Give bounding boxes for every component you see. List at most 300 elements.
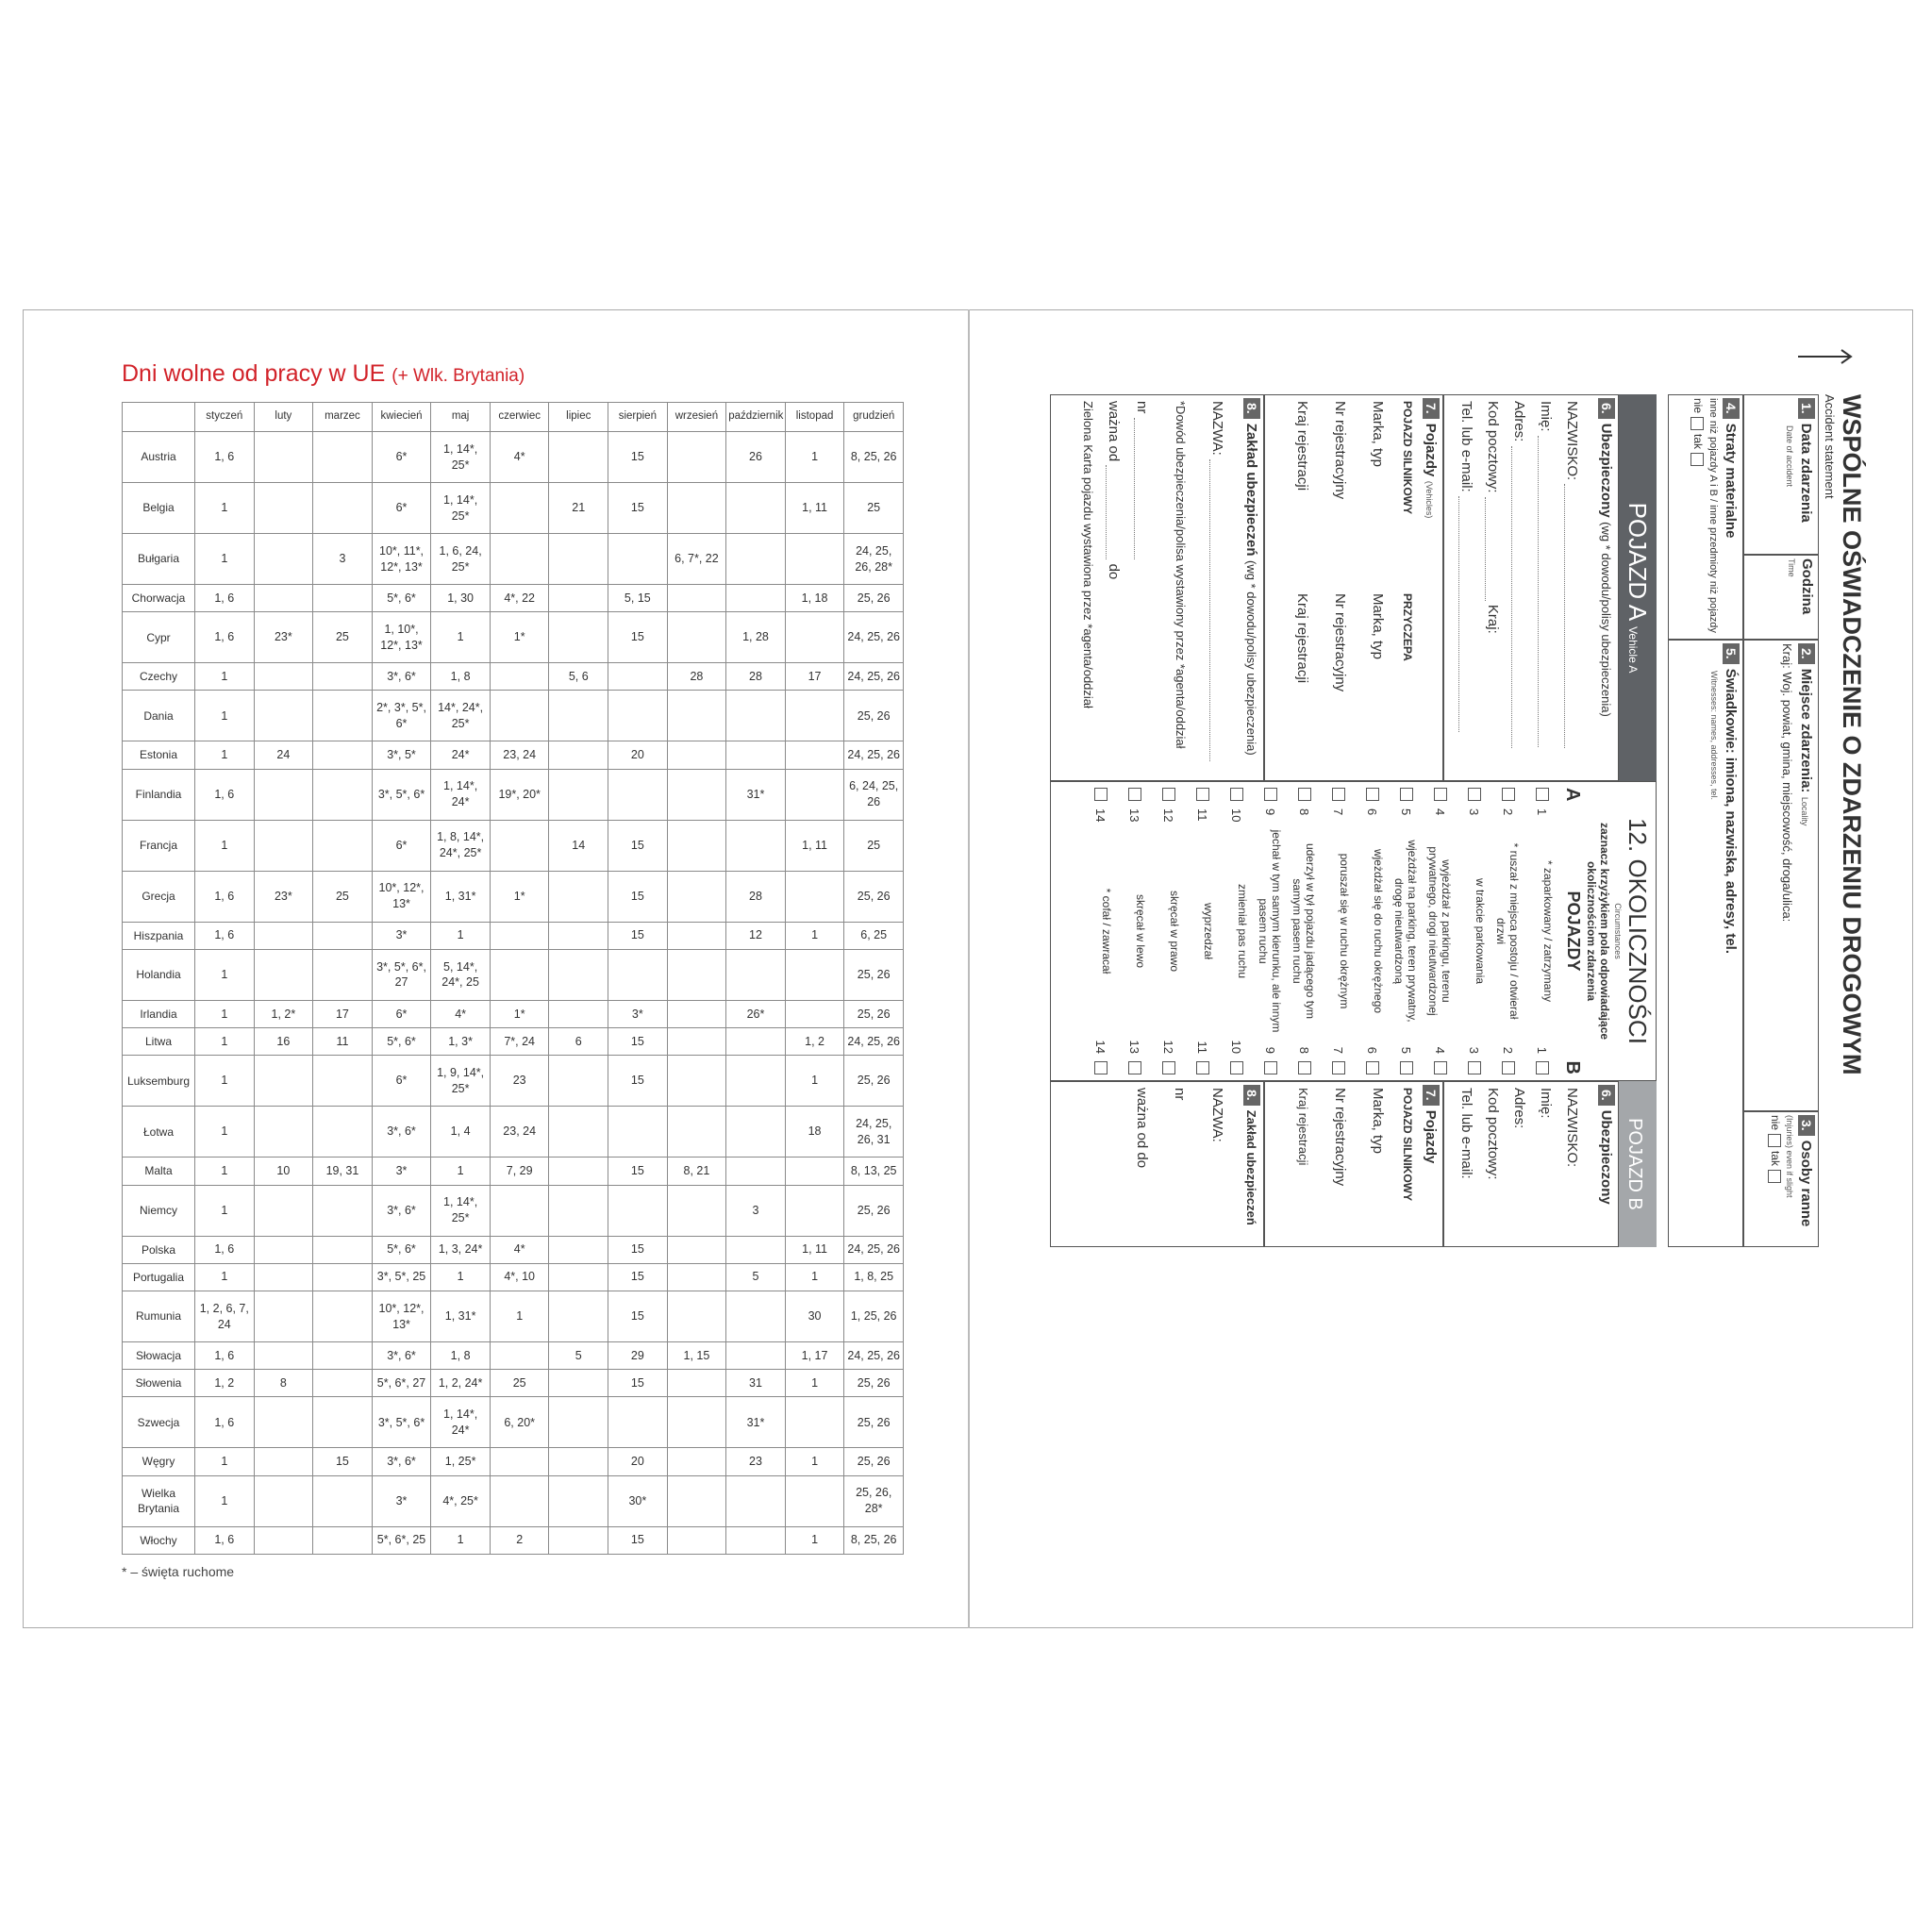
holiday-cell [254,1236,313,1263]
holiday-cell: 3*, 6* [372,1107,431,1158]
holiday-cell: 4*, 22 [490,585,549,612]
holiday-cell: 1, 28 [726,612,786,663]
column-header: listopad [785,403,844,432]
circumstance-a-checkbox[interactable] [1264,788,1277,801]
holiday-cell: 2 [490,1526,549,1554]
holiday-cell [667,1370,726,1397]
circumstance-number-b: 5 [1399,1046,1413,1054]
holiday-cell: 8, 21 [667,1158,726,1185]
holiday-cell [490,820,549,871]
holiday-cell [313,769,373,820]
holiday-cell [726,1291,786,1342]
holiday-cell: 3*, 6* [372,663,431,691]
field-8-insurer-b [1050,1081,1264,1247]
circumstance-row [1523,782,1557,1080]
circumstance-text: skręcał w prawo [1168,890,1181,973]
column-header: wrzesień [667,403,726,432]
holiday-cell: 1, 6 [195,612,255,663]
name-input[interactable] [1538,436,1539,747]
circumstance-number-b: 3 [1467,1046,1481,1054]
column-header: sierpień [608,403,668,432]
holiday-cell [608,663,668,691]
holiday-cell [726,585,786,612]
holiday-cell: 17 [785,663,844,691]
damage-no-checkbox[interactable] [1690,417,1704,430]
holiday-cell: 1, 8, 14*, 24*, 25* [431,820,491,871]
valid-from-input[interactable] [1106,465,1107,559]
circumstance-b-checkbox[interactable] [1298,1061,1311,1074]
holiday-cell [785,612,844,663]
country-reg-label: Kraj rejestracji [1294,401,1310,491]
holiday-cell: 24, 25, 26 [844,1236,904,1263]
circumstance-b-checkbox[interactable] [1502,1061,1515,1074]
holiday-cell [726,1056,786,1107]
holiday-cell: 4* [490,432,549,483]
holiday-cell [667,1291,726,1342]
table-row [123,1526,904,1554]
table-row [123,1397,904,1448]
surname-label: NAZWISKO: [1564,401,1580,481]
circumstance-b-checkbox[interactable] [1400,1061,1413,1074]
page-fold [968,309,970,1628]
circumstance-number-a: 11 [1195,808,1209,822]
circumstance-text: skręcał w lewo [1134,893,1147,969]
holiday-cell: 5*, 6*, 27 [372,1370,431,1397]
holiday-cell [313,1056,373,1107]
circumstance-row [1183,782,1217,1080]
holiday-cell: 15 [608,1263,668,1291]
holiday-cell: 15 [608,612,668,663]
holiday-cell [549,1000,608,1027]
table-row [123,585,904,612]
holiday-cell [549,949,608,1000]
vehicle-b-label: POJAZD B [1624,1118,1645,1210]
holiday-cell: 1, 14*, 25* [431,483,491,534]
field-2-num: 2. [1798,643,1815,664]
header-corner [123,403,195,432]
holiday-cell [667,769,726,820]
holiday-cell: 2*, 3*, 5*, 6* [372,691,431,741]
holiday-cell [667,1236,726,1263]
holiday-cell: 18 [785,1107,844,1158]
circumstance-number-b: 9 [1263,1046,1277,1054]
holiday-cell [549,1448,608,1475]
holiday-cell: 15 [608,432,668,483]
holiday-cell: 24* [431,741,491,769]
circumstance-row [1421,782,1455,1080]
circumstance-a-checkbox[interactable] [1128,788,1141,801]
holiday-cell: 30* [608,1475,668,1526]
holiday-cell: 1, 17 [785,1342,844,1370]
injuries-no-checkbox[interactable] [1768,1134,1781,1147]
holiday-cell: 1 [431,612,491,663]
country-cell: Hiszpania [123,922,195,949]
holiday-cell: 24 [254,741,313,769]
circumstance-number-b: 4 [1433,1046,1447,1054]
circumstance-b-checkbox[interactable] [1332,1061,1345,1074]
holiday-cell: 6* [372,820,431,871]
field-8b-label: Zakład ubezpieczeń [1244,1109,1258,1225]
holiday-cell [667,922,726,949]
circumstance-b-checkbox[interactable] [1536,1061,1549,1074]
holiday-cell: 25, 26 [844,585,904,612]
holiday-cell [549,769,608,820]
circumstance-row [1387,782,1421,1080]
holiday-cell: 1 [195,1158,255,1185]
holiday-cell: 1 [195,1056,255,1107]
circumstance-number-a: 1 [1535,808,1549,816]
circumstance-b-checkbox[interactable] [1162,1061,1175,1074]
field-3-num: 3. [1798,1115,1815,1136]
holiday-cell [254,1397,313,1448]
holiday-cell: 1, 6 [195,769,255,820]
table-row [123,483,904,534]
holiday-cell: 1 [785,1056,844,1107]
address-b-label: Adres: [1511,1088,1527,1129]
holiday-cell: 20 [608,741,668,769]
holiday-cell: 1 [785,1526,844,1554]
trailer-label: PRZYCZEPA [1401,593,1414,661]
holiday-cell: 24, 25, 26 [844,612,904,663]
holiday-cell [608,534,668,585]
insurer-b-name-label: NAZWA: [1209,1088,1225,1142]
holiday-cell: 15 [608,1236,668,1263]
damage-yes-checkbox[interactable] [1690,453,1704,466]
circumstance-a-checkbox[interactable] [1332,788,1345,801]
circumstance-a-checkbox[interactable] [1400,788,1413,801]
holiday-cell: 1, 6 [195,1236,255,1263]
holiday-cell: 4*, 10 [490,1263,549,1291]
circumstance-number-a: 14 [1093,808,1108,823]
circumstance-number-a: 6 [1365,808,1379,816]
holiday-cell [667,871,726,922]
field-5-witnesses [1668,640,1743,1247]
holiday-cell [254,1475,313,1526]
field-6-insured-a [1443,394,1619,781]
holiday-cell: 1, 2* [254,1000,313,1027]
circumstance-a-checkbox[interactable] [1196,788,1209,801]
column-header: lipiec [549,403,608,432]
valid-from-label: ważna od [1106,401,1122,462]
field-7-label: Pojazdy [1423,423,1439,477]
holiday-cell: 23, 24 [490,741,549,769]
holiday-cell [608,1107,668,1158]
holiday-cell [667,1475,726,1526]
holiday-cell: 15 [608,1028,668,1056]
holiday-cell: 31* [726,1397,786,1448]
holiday-cell [608,1397,668,1448]
holiday-cell [667,1000,726,1027]
holiday-cell [667,691,726,741]
holiday-cell: 3*, 5*, 25 [372,1263,431,1291]
policy-number-input[interactable] [1134,418,1135,559]
holiday-cell: 1, 2, 6, 7, 24 [195,1291,255,1342]
holiday-cell [313,1185,373,1236]
country-cell: Polska [123,1236,195,1263]
field-1-en: Date of accident [1785,425,1794,488]
arrow-right-icon [1798,348,1855,365]
column-header: grudzień [844,403,904,432]
holiday-cell [313,1526,373,1554]
table-row [123,1107,904,1158]
circumstance-number-b: 6 [1365,1046,1379,1054]
holiday-cell: 1, 8 [431,663,491,691]
circumstance-number-b: 12 [1161,1040,1175,1054]
field-12-instruction: zaznacz krzyżykiem pola odpowiadające okolicznościom zdarzenia [1585,822,1611,1041]
circumstance-number-a: 5 [1399,808,1413,816]
holiday-cell [726,741,786,769]
circumstance-b-checkbox[interactable] [1196,1061,1209,1074]
field-12-num: 12. [1624,818,1652,853]
holiday-cell [549,691,608,741]
holiday-cell: 10*, 12*, 13* [372,1291,431,1342]
tel-b-label: Tel. lub e-mail: [1458,1088,1474,1179]
holiday-cell: 1, 31* [431,871,491,922]
holiday-cell: 1, 2, 24* [431,1370,491,1397]
holiday-cell [785,1000,844,1027]
circumstance-number-a: 8 [1297,808,1311,816]
holiday-cell [254,585,313,612]
circumstance-a-checkbox[interactable] [1094,788,1108,801]
holiday-cell [667,1056,726,1107]
country-cell: Austria [123,432,195,483]
country-cell: Bułgaria [123,534,195,585]
country-cell: Czechy [123,663,195,691]
holiday-cell [313,820,373,871]
circumstance-row [1217,782,1251,1080]
holiday-cell: 6, 24, 25, 26 [844,769,904,820]
holiday-cell: 1, 14*, 24* [431,769,491,820]
country-cell: Holandia [123,949,195,1000]
holiday-cell: 1, 6 [195,1526,255,1554]
holiday-cell: 8 [254,1370,313,1397]
field-12-circumstances [1050,781,1657,1081]
circumstance-number-b: 1 [1535,1046,1549,1054]
holiday-cell [490,534,549,585]
circumstance-row [1319,782,1353,1080]
make-b-label: Marka, typ [1370,1088,1386,1155]
circumstance-b-checkbox[interactable] [1230,1061,1243,1074]
holiday-cell: 25, 26 [844,1056,904,1107]
circumstance-a-checkbox[interactable] [1366,788,1379,801]
holiday-cell [726,1028,786,1056]
holiday-cell: 3* [372,1475,431,1526]
country-cell: Estonia [123,741,195,769]
holiday-cell: 24, 25, 26 [844,1342,904,1370]
holiday-cell: 23 [726,1448,786,1475]
circumstance-number-a: 7 [1331,808,1345,816]
circumstance-a-checkbox[interactable] [1502,788,1515,801]
holiday-cell [549,432,608,483]
country-cell: Portugalia [123,1263,195,1291]
holiday-cell [313,483,373,534]
holiday-cell: 7, 29 [490,1158,549,1185]
holiday-cell: 12 [726,922,786,949]
circumstance-number-b: 11 [1195,1041,1209,1054]
postal-label: Kod pocztowy: [1485,401,1501,493]
field-2-en: Locality [1800,796,1809,826]
circumstance-text: poruszał się w ruchu okrężnym [1338,853,1351,1009]
field-4-label: Straty materialne [1723,423,1739,539]
holiday-cell: 5, 6 [549,663,608,691]
holiday-cell: 15 [608,1056,668,1107]
circumstance-b-checkbox[interactable] [1434,1061,1447,1074]
holiday-cell: 15 [608,1370,668,1397]
address-label: Adres: [1511,401,1527,442]
holiday-cell [254,1056,313,1107]
circumstance-a-checkbox[interactable] [1162,788,1175,801]
policy-label: *Dowód ubezpieczenia/polisa wystawiony przez *agenta/oddział [1174,401,1188,749]
circumstance-number-a: 9 [1263,808,1277,816]
field-6-label: Ubezpieczony [1598,423,1614,518]
holiday-cell: 1 [785,432,844,483]
field-5-en: Witnesses: names, addresses, tel. [1709,671,1719,801]
circumstance-b-checkbox[interactable] [1128,1061,1141,1074]
holiday-cell: 8, 13, 25 [844,1158,904,1185]
circumstance-b-checkbox[interactable] [1264,1061,1277,1074]
holiday-cell [254,1291,313,1342]
holiday-cell: 19, 31 [313,1158,373,1185]
valid-to-b-label: do [1134,1152,1150,1169]
holiday-cell: 8, 25, 26 [844,1526,904,1554]
country-cell: Finlandia [123,769,195,820]
table-row [123,1370,904,1397]
holiday-cell: 1, 4 [431,1107,491,1158]
circumstance-a-checkbox[interactable] [1536,788,1549,801]
holiday-cell: 1 [195,1185,255,1236]
holiday-cell [254,949,313,1000]
circumstance-a-checkbox[interactable] [1468,788,1481,801]
circumstance-b-checkbox[interactable] [1094,1061,1108,1074]
holiday-cell: 1, 6 [195,1397,255,1448]
circumstance-a-checkbox[interactable] [1298,788,1311,801]
holiday-cell: 5*, 6* [372,585,431,612]
holiday-cell [608,1185,668,1236]
circumstance-number-b: 8 [1297,1046,1311,1054]
holiday-cell: 1 [195,741,255,769]
holiday-cell [313,1397,373,1448]
holiday-cell: 1, 14*, 25* [431,432,491,483]
holiday-cell [726,483,786,534]
holiday-cell: 25 [844,820,904,871]
holiday-cell: 1, 2 [785,1028,844,1056]
country-cell: Wielka Brytania [123,1475,195,1526]
circumstance-b-checkbox[interactable] [1468,1061,1481,1074]
circumstance-row [1489,782,1523,1080]
name-b-label: Imię: [1538,1088,1554,1119]
holiday-cell [254,820,313,871]
holiday-cell [313,1107,373,1158]
holiday-cell [254,663,313,691]
circumstance-row [1081,782,1115,1080]
circumstance-a-checkbox[interactable] [1434,788,1447,801]
kraj-label: Kraj: [1780,643,1794,669]
country-cell: Rumunia [123,1291,195,1342]
tel-input[interactable] [1458,496,1459,732]
holiday-cell [667,612,726,663]
holiday-cell: 1, 30 [431,585,491,612]
holiday-cell [785,949,844,1000]
holiday-cell: 10*, 12*, 13* [372,871,431,922]
holiday-cell [254,1107,313,1158]
holiday-cell: 14 [549,820,608,871]
field-3-injuries [1743,1111,1819,1247]
holiday-cell: 15 [608,1291,668,1342]
surname-input[interactable] [1564,484,1565,748]
address-input[interactable] [1511,446,1512,748]
circumstance-b-checkbox[interactable] [1366,1061,1379,1074]
country-cell: Szwecja [123,1397,195,1448]
holiday-cell: 1 [431,1158,491,1185]
table-row [123,1028,904,1056]
column-header: styczeń [195,403,255,432]
circumstance-number-b: 14 [1093,1040,1108,1054]
holiday-cell [313,663,373,691]
holiday-cell: 28 [726,663,786,691]
holiday-cell: 1, 11 [785,820,844,871]
field-7-num: 7. [1423,398,1440,419]
circumstance-row [1455,782,1489,1080]
holiday-cell: 3 [313,534,373,585]
table-row [123,1236,904,1263]
holiday-cell [313,1291,373,1342]
holiday-cell [667,1107,726,1158]
holiday-cell [254,1185,313,1236]
field-6-insured-b [1443,1081,1619,1247]
vehicle-a-band [1619,394,1657,781]
field-7-vehicles-b [1264,1081,1443,1247]
holiday-cell: 1, 3, 24* [431,1236,491,1263]
holiday-cell: 24, 25, 26 [844,663,904,691]
holiday-cell: 1 [431,922,491,949]
make-label: Marka, typ [1370,401,1386,468]
motor-label: POJAZD SILNIKOWY [1401,401,1414,515]
accident-statement-form [1050,394,1866,1247]
valid-from-b-label: ważna od [1134,1088,1150,1149]
holiday-cell [313,585,373,612]
field-2-place [1743,640,1819,1111]
holiday-cell [608,769,668,820]
holiday-cell [254,432,313,483]
holiday-cell [313,1475,373,1526]
holiday-cell: 26* [726,1000,786,1027]
holiday-cell: 1 [431,1526,491,1554]
holiday-cell [254,1342,313,1370]
postal-input[interactable] [1485,497,1486,601]
surname-b-label: NAZWISKO: [1564,1088,1580,1168]
holiday-cell: 25, 26 [844,871,904,922]
holiday-cell: 17 [313,1000,373,1027]
table-row [123,432,904,483]
injuries-yes-checkbox[interactable] [1768,1170,1781,1183]
holiday-cell [785,741,844,769]
holiday-cell: 3* [608,1000,668,1027]
circumstance-a-checkbox[interactable] [1230,788,1243,801]
holiday-cell [726,820,786,871]
holiday-cell: 1* [490,612,549,663]
table-row [123,769,904,820]
holiday-cell: 1, 2 [195,1370,255,1397]
holiday-cell [549,1475,608,1526]
circumstances-list [1081,782,1557,1080]
holiday-cell: 31 [726,1370,786,1397]
table-row [123,1291,904,1342]
holiday-cell [549,922,608,949]
title-sub: (+ Wlk. Brytania) [391,366,525,386]
circumstance-number-a: 3 [1467,808,1481,816]
insurer-name-input[interactable] [1209,459,1210,761]
table-row [123,1000,904,1027]
